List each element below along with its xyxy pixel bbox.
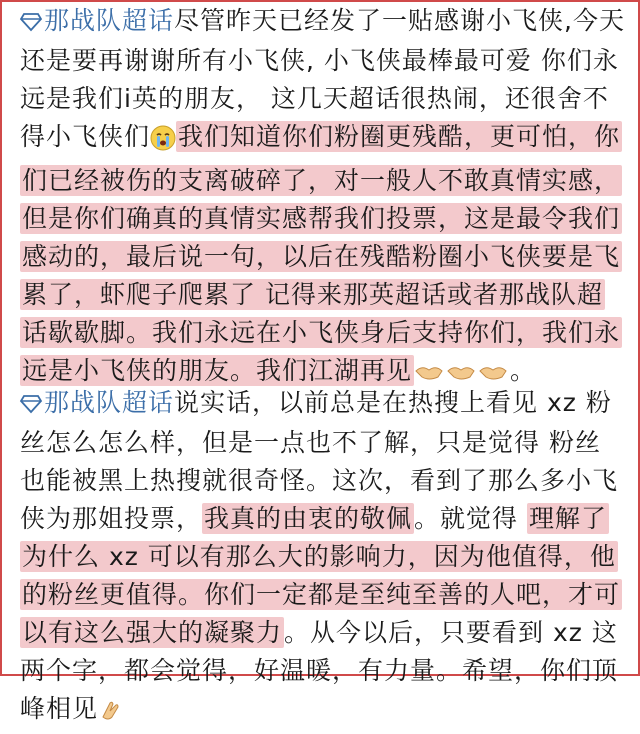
topic-label-2: 那战队超话 [44,388,175,417]
crying-face-icon [150,124,176,162]
post-1 [20,2,626,396]
post-1-highlight: 我们知道你们粉圈更残酷，更可怕，你们已经被伤的支离破碎了，对一般人不敢真情实感，但是你们确真的真情实感帮我们投票，这是最令我们感动的，最后说一句，以后在残酷粉圈小飞侠要是飞累了，虾爬子爬累了 记得来那英超话或者那战队超话歇歇脚。我们永远在小飞侠身后支持你们，我们永远是小飞侠的朋友。我们江湖再见 [22,122,621,385]
topic-link-1[interactable] [20,6,174,35]
post-2-highlight-b: 理解了 为什么 xz 可以有那么大的影响力，因为他值得，他的粉丝更值得。你们一定都是至纯至善的人吧，才可以有这么强大的凝聚力 [22,504,621,647]
topic-link-2[interactable] [20,388,174,417]
post-2-text-a: 说实话，以前总是在热搜上看见 xz 粉丝怎么怎么样，但是一点也不了解，只是觉得 粉丝也能被黑上热搜就很奇怪。这次，看到了那么多小飞侠为那姐投票， [20,388,619,533]
post-2-text-b: 。就觉得 [414,504,527,533]
diamond-icon [20,4,42,42]
post-2-text-c: 。从今以后，只要看到 xz 这两个字，都会觉得，好温暖，有力量。希望，你们顶峰相见 [20,618,619,723]
post-1-intro: 尽管昨天已经发了一贴感谢小飞侠,今天还是要再谢谢所有小飞侠, 小飞侠最棒最可爱 你们永远是我们i英的朋友， 这几天超话很热闹，还很舍不得小飞侠们 [20,6,625,151]
post-2-highlight-a: 我真的由衷的敬佩 [204,504,413,533]
clapping-hands-icon [98,696,124,734]
post-2 [20,384,626,734]
diamond-icon [20,386,42,424]
topic-label-1: 那战队超话 [44,6,175,35]
post-1-ending: 。 [510,356,537,385]
